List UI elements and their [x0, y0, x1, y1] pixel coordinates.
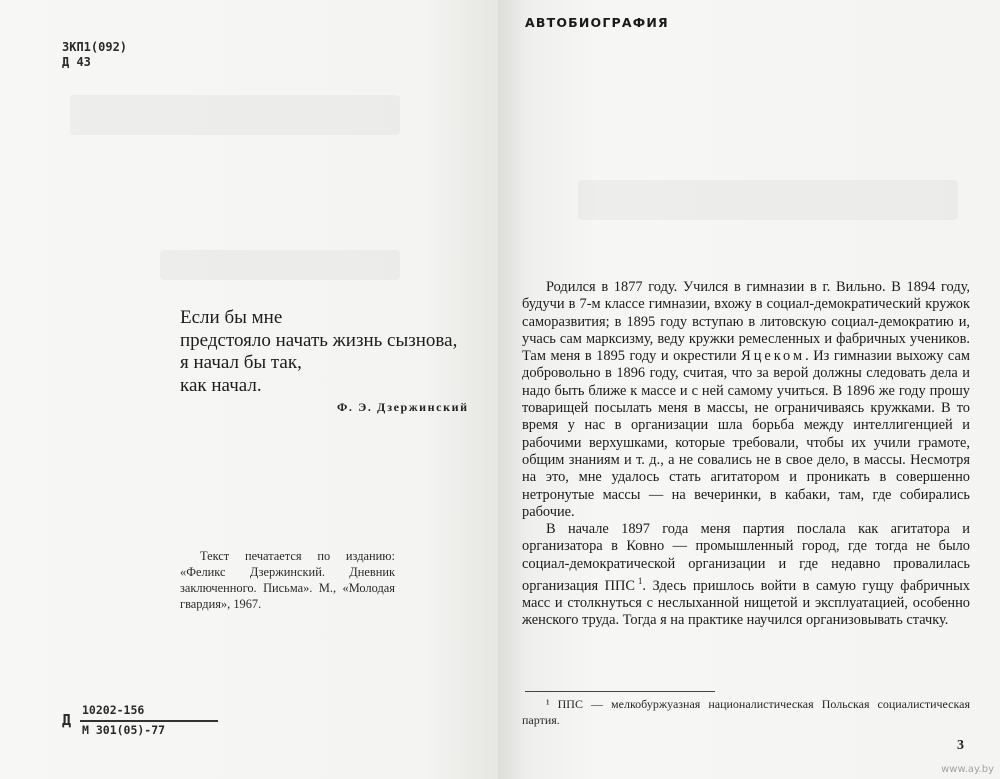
- catalog-numerator: 10202-156: [82, 703, 145, 717]
- catalog-fraction-bar: [80, 720, 218, 722]
- epigraph: [180, 307, 457, 397]
- paragraph-1: [522, 279, 970, 521]
- bleed-through-shadow: [578, 180, 958, 220]
- watermark: www.ay.by: [941, 764, 994, 775]
- emphasized-name: Яцеком: [741, 348, 806, 365]
- epigraph-line: как начал.: [180, 374, 262, 396]
- footnote-rule: [525, 691, 715, 692]
- classification-code: [62, 40, 127, 70]
- paragraph-2: [522, 521, 970, 630]
- catalog-denominator: М 301(05)-77: [82, 723, 166, 737]
- classification-code-bottom: Д 43: [62, 55, 91, 69]
- chapter-title: АВТОБИОГРАФИЯ: [525, 15, 669, 30]
- paragraph-text: . Здесь пришлось войти в самую гущу фабричных масс и столкнуться с неслыханной нищетой и эксплуатацией, особенно женского труда. Тогда я на практике научился организовывать стачку.: [522, 577, 970, 629]
- paragraph-text: Родился в 1877 году. Учился в гимназии в г. Вильно. В 1894 году, будучи в 7-м классе гимназии, вхожу в социал-демократический кружок саморазвития; в 1895 году вступаю в литовскую социал-демократию и, учась сам марксизму, веду кружки ремесленных и фабричных учеников. Там меня в 1895 году и окрестили: [522, 279, 970, 365]
- bleed-through-shadow: [160, 250, 400, 280]
- paragraph-text: В начале 1897 года меня партия послала как агитатора и организатора в Ковно — промышленный город, где тогда не было социал-демократической организации и где недавно провалилась организация ППС: [522, 521, 970, 594]
- classification-code-top: ЗКП1(092): [62, 40, 128, 54]
- paragraph-text: . Из гимназии выхожу сам добровольно в 1896 году, считая, что за верой должны следовать дела и надо быть ближе к массе и с ней самому учиться. В 1896 же году прошу товарищей посылать меня в массы, не ограничиваясь кружками. В то время у нас в организации шла борьба между интеллигенцией и рабочими верхушками, которые требовали, чтобы их учили грамоте, общим знаниям и т. д., а не совались не в свое дело, в массы. Несмотря на это, мне удалось стать агитатором и проникать в совершенно нетронутые массы — на вечеринки, в кабаки, там, где собирались рабочие.: [522, 348, 970, 520]
- source-note: Текст печатается по изданию: «Феликс Дзержинский. Дневник заключенного. Письма». М., «Молодая гвардия», 1967.: [180, 549, 395, 611]
- epigraph-line: я начал бы так,: [180, 352, 302, 373]
- epigraph-line: предстояло начать жизнь сызнова,: [180, 329, 458, 351]
- catalog-index: [62, 703, 222, 739]
- body-text: [522, 279, 970, 630]
- epigraph-line: Если бы мне: [180, 307, 283, 328]
- epigraph-author: Ф. Э. Дзержинский: [337, 400, 469, 414]
- page-number: 3: [957, 738, 964, 753]
- footnote-mark: 1: [637, 576, 643, 587]
- footnote: ¹ ППС — мелкобуржуазная националистическая Польская социалистическая партия.: [522, 697, 970, 727]
- catalog-letter: Д: [62, 711, 72, 729]
- bleed-through-shadow: [70, 95, 400, 135]
